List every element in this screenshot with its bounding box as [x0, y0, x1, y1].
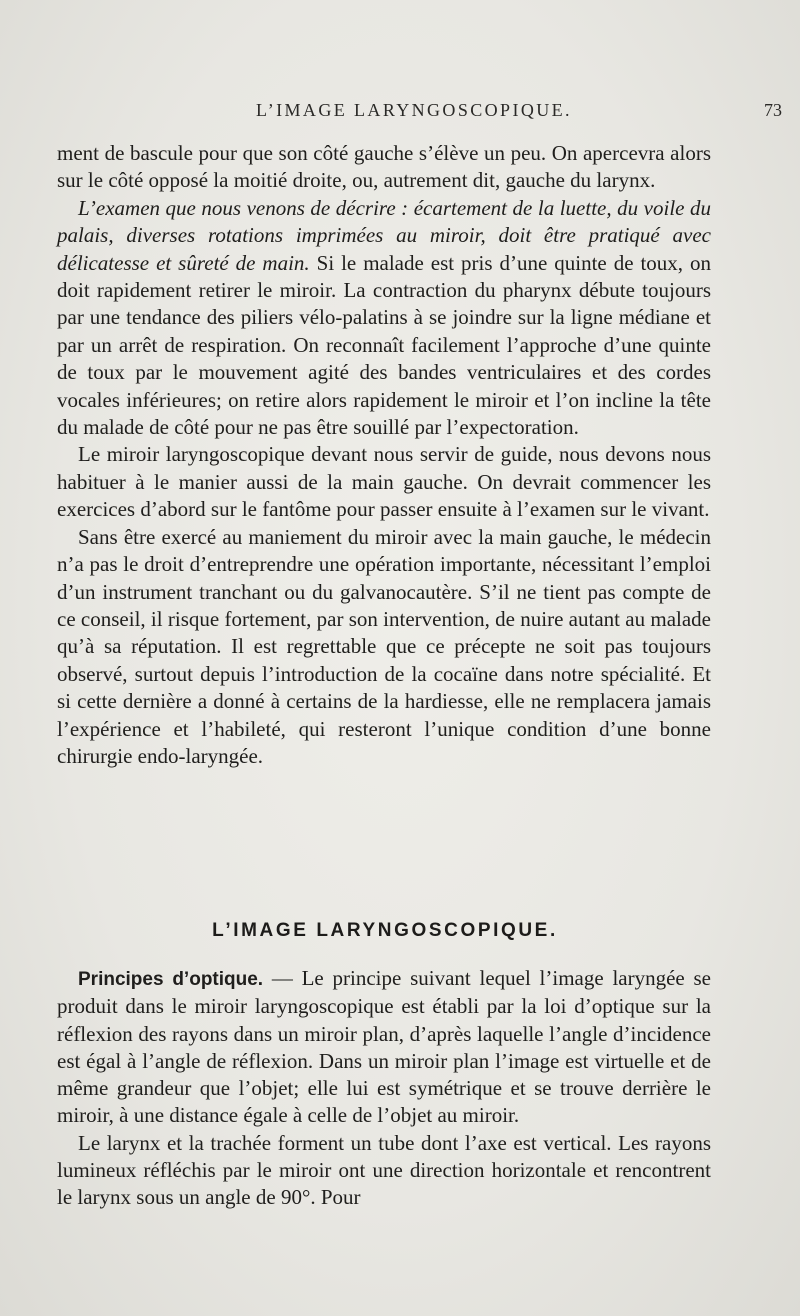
paragraph-1: [57, 140, 711, 195]
paragraph-3: [57, 441, 711, 523]
paragraph-2-italic: L’examen que nous venons de décrire : écartement de la luette, du voile du palais, diverses rotations imprimées au miroir, doit être pratiqué avec délicatesse et sûreté de main.: [57, 195, 711, 275]
section-paragraph-1: [57, 965, 711, 1130]
section-paragraph-2-text: Le larynx et la trachée forment un tube dont l’axe est vertical. Les rayons lumineux réfléchis par le miroir ont une direction horizontale et rencontrent le larynx sous un angle de 90°. Pour: [57, 1130, 711, 1210]
paragraph-2: [57, 195, 711, 442]
paragraph-2-text: Si le malade est pris d’une quinte de toux, on doit rapidement retirer le miroir. La contraction du pharynx débute toujours par une tendance des piliers vélo-palatins à se joindre sur la ligne médiane et par un arrêt de respiration. On reconnaît facilement l’approche d’une quinte de toux par le mouvement agité des bandes ventriculaires et des cordes vocales inférieures; on retire alors rapidement le miroir et l’on incline la tête du malade de côté pour ne pas être souillé par l’expectoration.: [57, 250, 711, 440]
running-title: L’IMAGE LARYNGOSCOPIQUE.: [256, 100, 572, 120]
running-head: [56, 100, 796, 126]
paragraph-3-text: Le miroir laryngoscopique devant nous servir de guide, nous devons nous habituer à le manier aussi de la main gauche. On devrait commencer les exercices d’abord sur le fantôme pour passer ensuite à l’examen sur le vivant.: [57, 442, 711, 522]
paragraph-4: [57, 524, 711, 771]
run-in-heading: Principes d’optique.: [78, 969, 264, 990]
body-text: [57, 140, 711, 770]
section-paragraph-1-text: — Le principe suivant lequel l’image laryngée se produit dans le miroir laryngoscopique est établi par la loi d’optique sur la réflexion des rayons dans un miroir plan, d’après laquelle l’angle d’incidence est égal à l’angle de réflexion. Dans un miroir plan l’image est virtuelle et de même grandeur que l’objet; elle lui est symétrique et se trouve derrière le miroir, à une distance égale à celle de l’objet au miroir.: [57, 966, 711, 1128]
section-title: L’IMAGE LARYNGOSCOPIQUE.: [212, 920, 558, 941]
section-paragraph-2: [57, 1130, 711, 1212]
paragraph-1-text: ment de bascule pour que son côté gauche s’élève un peu. On apercevra alors sur le côté opposé la moitié droite, ou, autrement dit, gauche du larynx.: [57, 141, 711, 193]
page-number: 73: [764, 100, 782, 120]
section-body: [57, 965, 711, 1212]
paragraph-4-text: Sans être exercé au maniement du miroir avec la main gauche, le médecin n’a pas le droit d’entreprendre une opération importante, nécessitant l’emploi d’un instrument tranchant ou du galvanocautère. S’il ne tient pas compte de ce conseil, il risque fortement, par son intervention, de nuire autant au malade qu’à sa réputation. Il est regrettable que ce précepte ne soit pas toujours observé, surtout depuis l’introduction de la cocaïne dans notre spécialité. Et si cette dernière a donné à certains de la hardiesse, elle ne remplacera jamais l’expérience et l’habileté, qui resteront l’unique condition d’une bonne chirurgie endo-laryngée.: [57, 524, 711, 768]
